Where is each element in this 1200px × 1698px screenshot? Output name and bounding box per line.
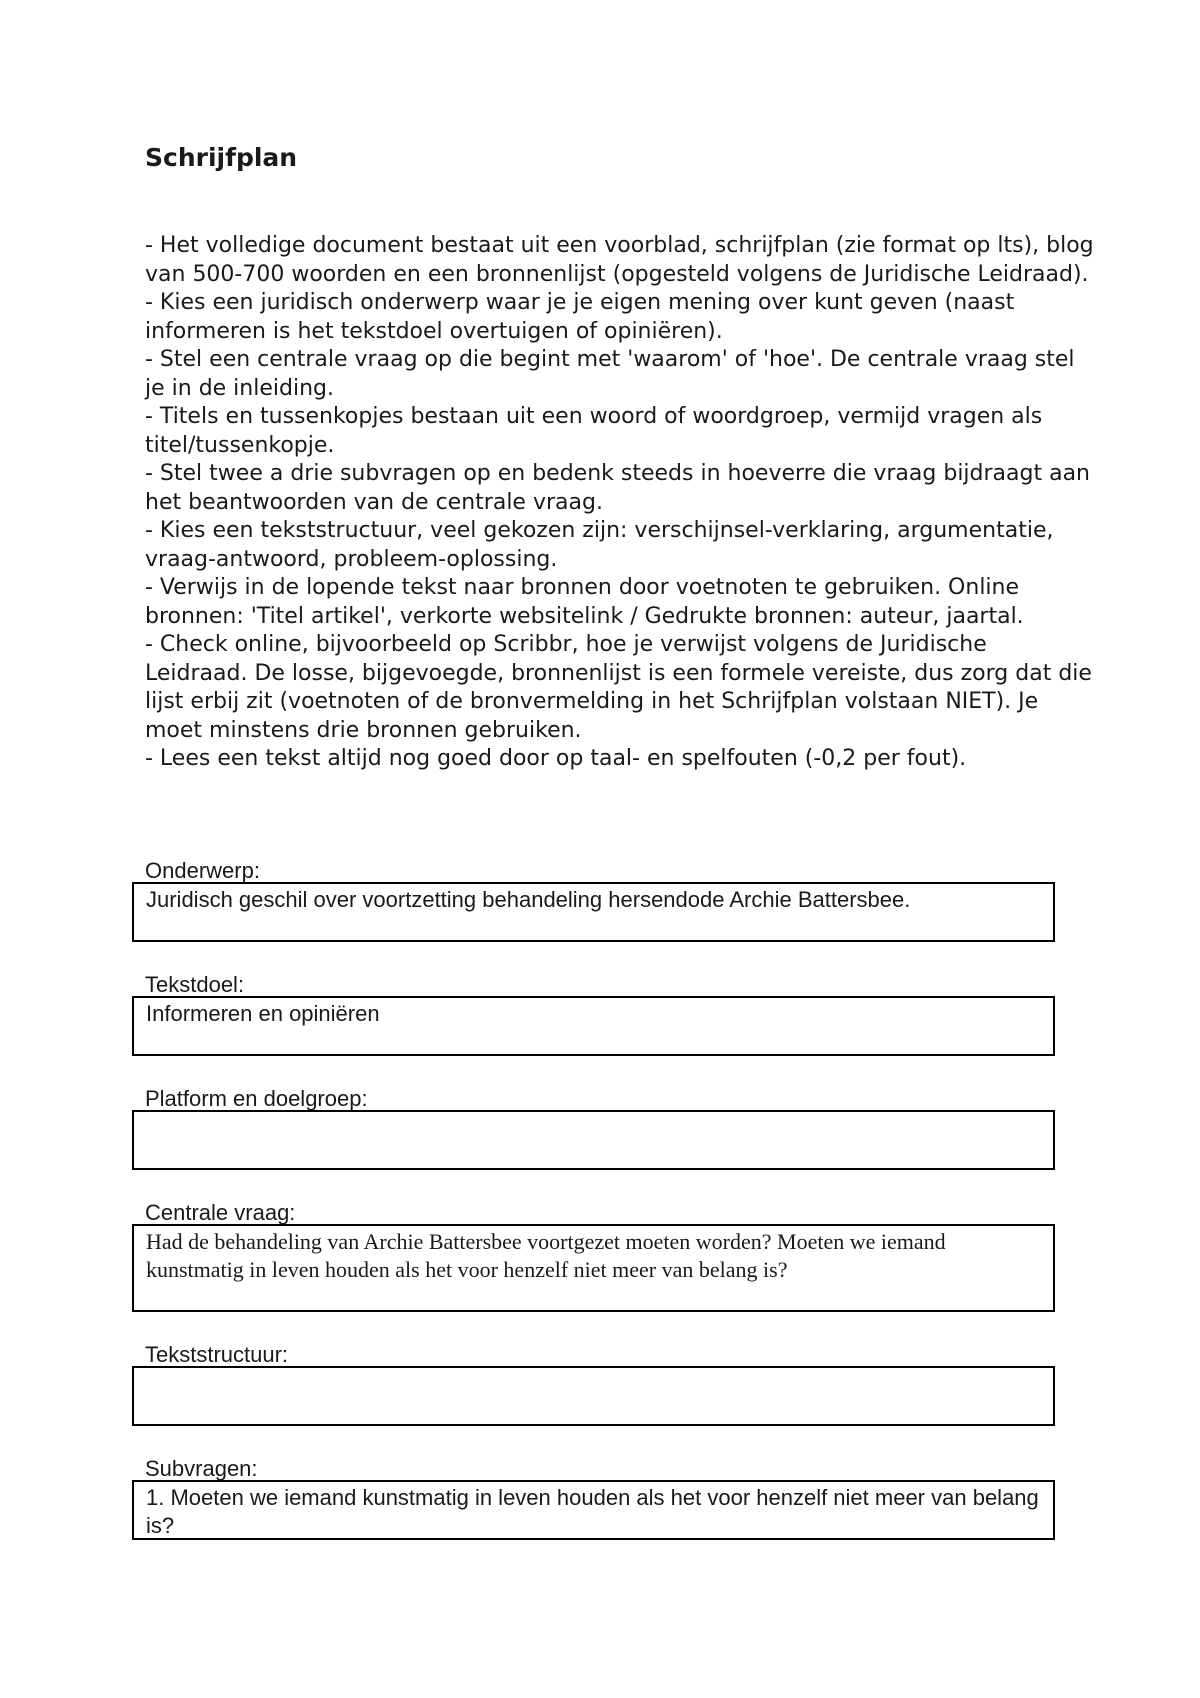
- tekstdoel-label: Tekstdoel:: [145, 972, 245, 997]
- platform-label: Platform en doelgroep:: [145, 1086, 368, 1111]
- subvragen-field[interactable]: 1. Moeten we iemand kunstmatig in leven houden als het voor henzelf niet meer van belang is?: [132, 1480, 1055, 1540]
- tekststructuur-field[interactable]: [132, 1366, 1055, 1426]
- centrale-vraag-label: Centrale vraag:: [145, 1200, 296, 1225]
- instruction-item: - Titels en tussenkopjes bestaan uit een woord of woordgroep, vermijd vragen als titel/tussenkopje.: [145, 404, 1043, 458]
- tekstdoel-field[interactable]: Informeren en opiniëren: [132, 996, 1055, 1056]
- platform-field[interactable]: [132, 1110, 1055, 1170]
- onderwerp-field[interactable]: Juridisch geschil over voortzetting behandeling hersendode Archie Battersbee.: [132, 882, 1055, 942]
- onderwerp-label: Onderwerp:: [145, 858, 260, 883]
- instruction-item: - Stel een centrale vraag op die begint met 'waarom' of 'hoe'. De centrale vraag stel je in de inleiding.: [145, 347, 1075, 401]
- instruction-item: - Kies een tekststructuur, veel gekozen zijn: verschijnsel-verklaring, argumentatie, vraag-antwoord, probleem-oplossing.: [145, 518, 1054, 572]
- centrale-vraag-field[interactable]: Had de behandeling van Archie Battersbee voortgezet moeten worden? Moeten we iemand kunstmatig in leven houden als het voor henzelf niet meer van belang is?: [132, 1224, 1055, 1312]
- instruction-item: - Stel twee a drie subvragen op en bedenk steeds in hoeverre die vraag bijdraagt aan het beantwoorden van de centrale vraag.: [145, 461, 1091, 515]
- document-title: Schrijfplan: [145, 143, 298, 172]
- instruction-item: - Check online, bijvoorbeeld op Scribbr, hoe je verwijst volgens de Juridische Leidraad. De losse, bijgevoegde, bronnenlijst is een formele vereiste, dus zorg dat die lijst erbij zit (voetnoten of de bronvermelding in het Schrijfplan volstaan NIET). Je moet minstens drie bronnen gebruiken.: [145, 632, 1092, 743]
- instruction-item: - Lees een tekst altijd nog goed door op taal- en spelfouten (-0,2 per fout).: [145, 746, 967, 771]
- tekststructuur-label: Tekststructuur:: [145, 1342, 289, 1367]
- instruction-item: - Verwijs in de lopende tekst naar bronnen door voetnoten te gebruiken. Online bronnen: 'Titel artikel', verkorte websitelink / Gedrukte bronnen: auteur, jaartal.: [145, 575, 1024, 629]
- subvragen-label: Subvragen:: [145, 1456, 258, 1481]
- instruction-list: [145, 232, 1095, 774]
- instruction-item: - Kies een juridisch onderwerp waar je je eigen mening over kunt geven (naast informeren is het tekstdoel overtuigen of opiniëren).: [145, 290, 1015, 344]
- instruction-item: - Het volledige document bestaat uit een voorblad, schrijfplan (zie format op lts), blog van 500-700 woorden en een bronnenlijst (opgesteld volgens de Juridische Leidraad).: [145, 233, 1094, 287]
